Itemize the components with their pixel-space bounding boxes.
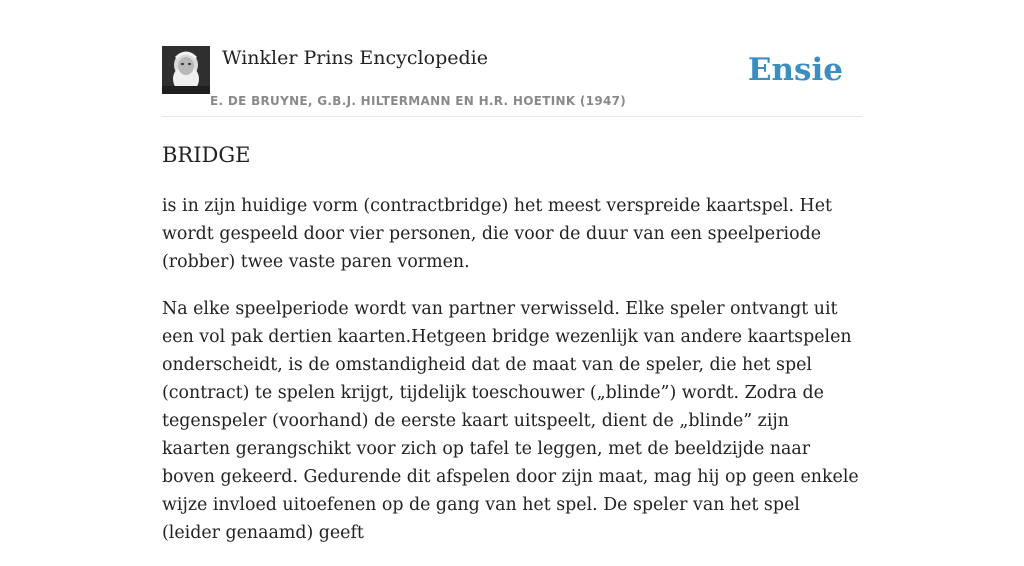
brand-logo[interactable]: Ensie: [747, 52, 843, 88]
article-paragraph: Na elke speelperiode wordt van partner verwisseld. Elke speler ontvangt uit een vol pak dertien kaarten.Hetgeen bridge wezenlijk van andere kaartspelen onderscheidt, is de omstandigheid dat de maat van de speler, die het spel (contract) te spelen krijgt, tijdelijk toeschouwer („blinde”) wordt. Zodra de tegenspeler (voorhand) de eerste kaart uitspeelt, dient de „blinde” zijn kaarten gerangschikt voor zich op tafel te leggen, met de beeldzijde naar boven gekeerd. Gedurende dit afspelen door zijn maat, mag hij op geen enkele wijze invloed uitoefenen op de gang van het spel. De speler van het spel (leider genaamd) geeft: [162, 299, 859, 543]
author-portrait-icon: [162, 46, 210, 94]
book-title[interactable]: Winkler Prins Encyclopedie: [222, 47, 488, 69]
book-authors: E. DE BRUYNE, G.B.J. HILTERMANN EN H.R. HOETINK (1947): [210, 94, 627, 108]
article-body: [162, 192, 862, 566]
entry-title: BRIDGE: [162, 143, 251, 167]
author-avatar[interactable]: [162, 46, 210, 94]
header: [162, 46, 862, 117]
article-paragraph: is in zijn huidige vorm (contractbridge) het meest verspreide kaartspel. Het wordt gespeeld door vier personen, die voor de duur van een speelperiode (robber) twee vaste paren vormen.: [162, 196, 832, 272]
